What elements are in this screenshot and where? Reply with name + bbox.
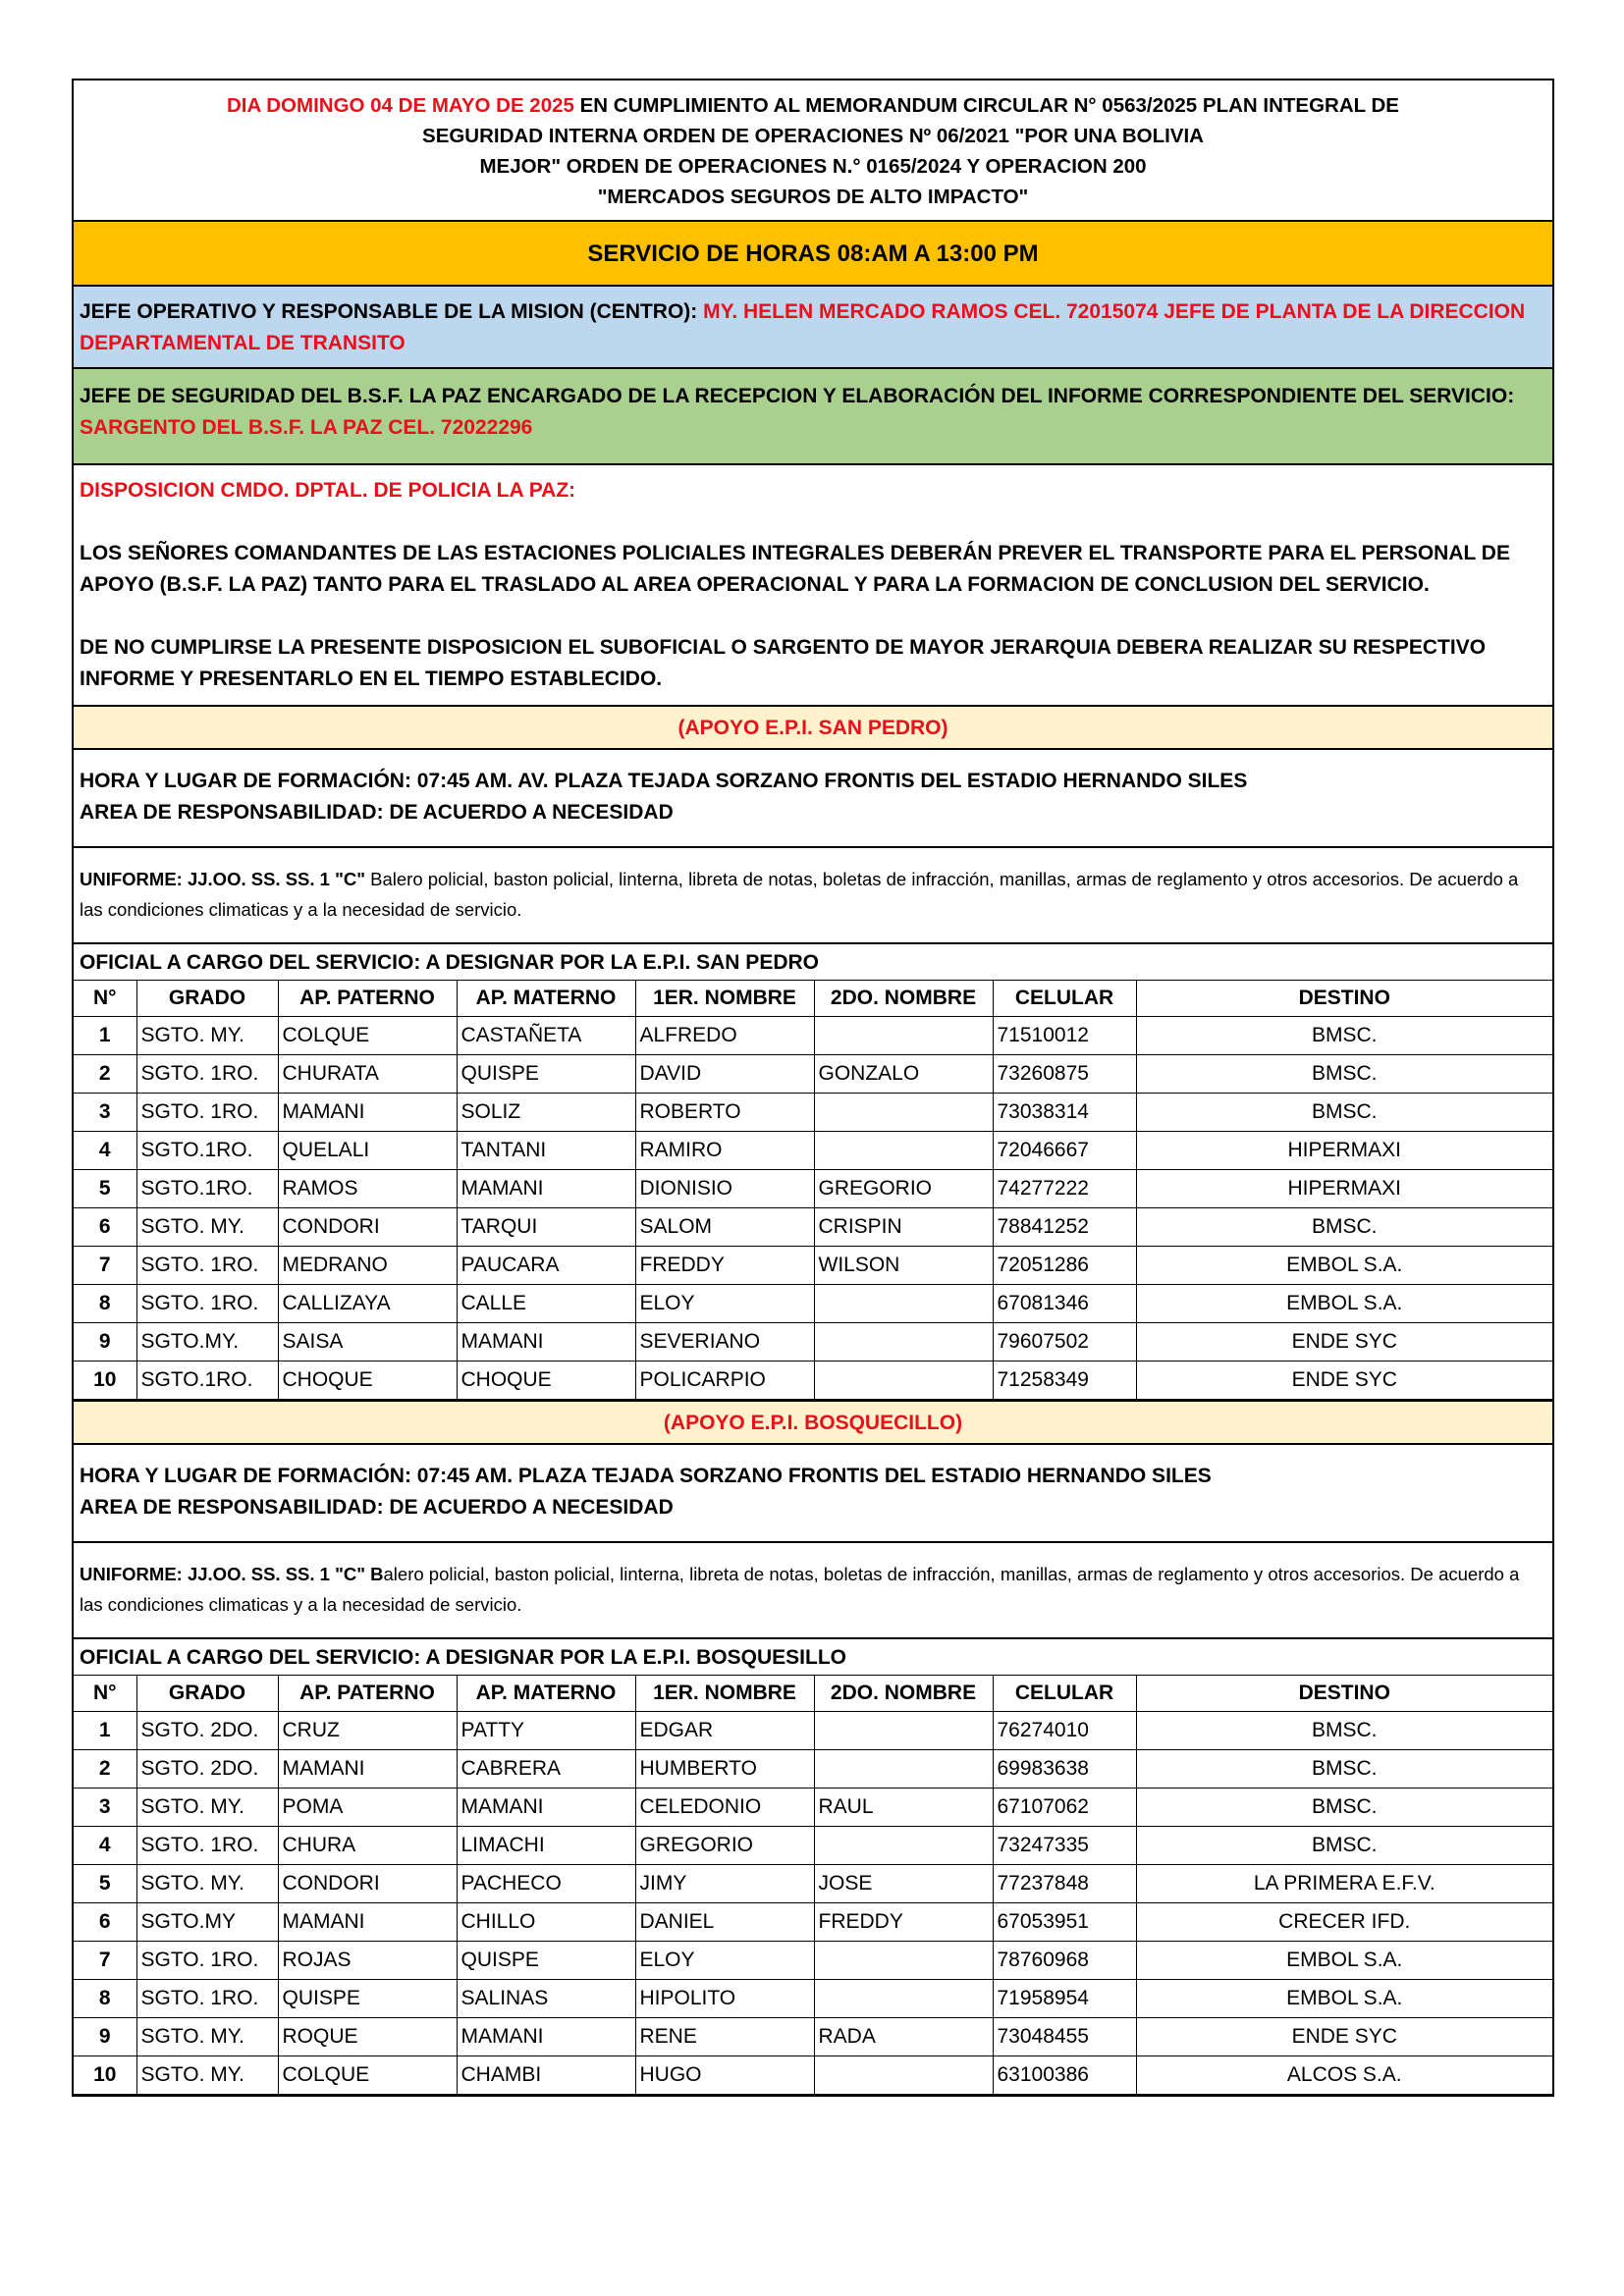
cell-primer-nombre: FREDDY	[635, 1247, 814, 1285]
cell-ap-materno: TARQUI	[457, 1208, 635, 1247]
cell-ap-materno: CABRERA	[457, 1750, 635, 1789]
cell-ap-paterno: MEDRANO	[278, 1247, 457, 1285]
cell-grado: SGTO.1RO.	[136, 1132, 278, 1170]
uniform-text: Balero policial, baston policial, linterna, libreta de notas, boletas de infracción, manillas, armas de reglamento y otros accesorios. De acuerdo a las condiciones climaticas y a la necesidad de servicio.	[80, 869, 1519, 920]
responsibility-area: AREA DE RESPONSABILIDAD: DE ACUERDO A NECESIDAD	[80, 1496, 674, 1519]
cell-ap-paterno: ROJAS	[278, 1942, 457, 1980]
cell-segundo-nombre: CRISPIN	[814, 1208, 993, 1247]
table-row	[74, 1865, 1552, 1903]
cell-grado: SGTO. 2DO.	[136, 1750, 278, 1789]
table-row	[74, 1017, 1552, 1055]
cell-primer-nombre: GREGORIO	[635, 1827, 814, 1865]
jefe-operativo-value: MY. HELEN MERCADO RAMOS CEL. 72015074 JEFE DE PLANTA DE LA DIRECCION DEPARTAMENTAL DE TRANSITO	[80, 300, 1526, 354]
officer-in-charge: OFICIAL A CARGO DEL SERVICIO: A DESIGNAR POR LA E.P.I. SAN PEDRO	[72, 942, 1554, 980]
formation-info	[72, 748, 1554, 846]
cell-segundo-nombre	[814, 1980, 993, 2018]
cell-ap-paterno: CONDORI	[278, 1208, 457, 1247]
table-row	[74, 1712, 1552, 1750]
cell-destino: BMSC.	[1136, 1055, 1552, 1094]
cell-grado: SGTO. 1RO.	[136, 1942, 278, 1980]
cell-ap-paterno: CHOQUE	[278, 1362, 457, 1400]
cell-ap-paterno: MAMANI	[278, 1903, 457, 1942]
cell-destino: BMSC.	[1136, 1750, 1552, 1789]
cell-destino: ENDE SYC	[1136, 1323, 1552, 1362]
cell-grado: SGTO.MY.	[136, 1323, 278, 1362]
cell-destino: LA PRIMERA E.F.V.	[1136, 1865, 1552, 1903]
cell-primer-nombre: EDGAR	[635, 1712, 814, 1750]
responsibility-area: AREA DE RESPONSABILIDAD: DE ACUERDO A NECESIDAD	[80, 801, 674, 824]
cell-primer-nombre: SALOM	[635, 1208, 814, 1247]
document-page	[72, 79, 1554, 2097]
cell-number: 1	[74, 1017, 136, 1055]
cell-number: 6	[74, 1208, 136, 1247]
table-row	[74, 1055, 1552, 1094]
cell-destino: BMSC.	[1136, 1827, 1552, 1865]
cell-ap-materno: QUISPE	[457, 1942, 635, 1980]
cell-ap-paterno: CHURA	[278, 1827, 457, 1865]
table-row	[74, 1827, 1552, 1865]
cell-grado: SGTO. 1RO.	[136, 1285, 278, 1323]
cell-ap-paterno: QUELALI	[278, 1132, 457, 1170]
cell-celular: 73247335	[993, 1827, 1136, 1865]
jefe-operativo-label: JEFE OPERATIVO Y RESPONSABLE DE LA MISION (CENTRO):	[80, 300, 704, 323]
cell-ap-paterno: ROQUE	[278, 2018, 457, 2056]
col-header-ap-paterno: AP. PATERNO	[278, 1676, 457, 1712]
cell-number: 7	[74, 1942, 136, 1980]
cell-celular: 72046667	[993, 1132, 1136, 1170]
cell-ap-paterno: MAMANI	[278, 1094, 457, 1132]
col-header-celular: CELULAR	[993, 1676, 1136, 1712]
cell-ap-paterno: SAISA	[278, 1323, 457, 1362]
cell-destino: ENDE SYC	[1136, 2018, 1552, 2056]
cell-grado: SGTO. 1RO.	[136, 1980, 278, 2018]
cell-number: 5	[74, 1170, 136, 1208]
table-row	[74, 1285, 1552, 1323]
col-header-destino: DESTINO	[1136, 1676, 1552, 1712]
officer-in-charge: OFICIAL A CARGO DEL SERVICIO: A DESIGNAR POR LA E.P.I. BOSQUESILLO	[72, 1637, 1554, 1675]
cell-segundo-nombre: JOSE	[814, 1865, 993, 1903]
cell-segundo-nombre	[814, 1942, 993, 1980]
cell-number: 8	[74, 1980, 136, 2018]
cell-destino: CRECER IFD.	[1136, 1903, 1552, 1942]
cell-number: 2	[74, 1750, 136, 1789]
disposicion-paragraph-1: LOS SEÑORES COMANDANTES DE LAS ESTACIONES POLICIALES INTEGRALES DEBERÁN PREVER EL TRANSPORTE PARA EL PERSONAL DE APOYO (B.S.F. LA PAZ) TANTO PARA EL TRASLADO AL AREA OPERACIONAL Y PARA LA FORMACION DE CONCLUSION DEL SERVICIO.	[80, 542, 1510, 596]
cell-number: 2	[74, 1055, 136, 1094]
cell-primer-nombre: HUMBERTO	[635, 1750, 814, 1789]
col-header-segundo-nombre: 2DO. NOMBRE	[814, 981, 993, 1017]
cell-grado: SGTO. 1RO.	[136, 1094, 278, 1132]
personnel-table-wrapper	[72, 980, 1554, 1400]
cell-destino: HIPERMAXI	[1136, 1132, 1552, 1170]
personnel-table	[74, 1675, 1552, 2095]
cell-number: 8	[74, 1285, 136, 1323]
table-row	[74, 2018, 1552, 2056]
cell-segundo-nombre	[814, 1094, 993, 1132]
cell-celular: 74277222	[993, 1170, 1136, 1208]
cell-ap-materno: MAMANI	[457, 1170, 635, 1208]
cell-segundo-nombre: RADA	[814, 2018, 993, 2056]
cell-number: 5	[74, 1865, 136, 1903]
cell-segundo-nombre	[814, 1285, 993, 1323]
table-row	[74, 1170, 1552, 1208]
cell-celular: 79607502	[993, 1323, 1136, 1362]
header-line2: SEGURIDAD INTERNA ORDEN DE OPERACIONES Nº 06/2021 "POR UNA BOLIVIA	[422, 125, 1204, 147]
cell-destino: ALCOS S.A.	[1136, 2056, 1552, 2095]
cell-destino: BMSC.	[1136, 1017, 1552, 1055]
personnel-table-wrapper	[72, 1675, 1554, 2097]
uniform-label: UNIFORME: JJ.OO. SS. SS. 1 "C"	[80, 869, 371, 889]
apoyo-section-title: (APOYO E.P.I. SAN PEDRO)	[72, 705, 1554, 748]
cell-segundo-nombre: WILSON	[814, 1247, 993, 1285]
disposicion-title: DISPOSICION CMDO. DPTAL. DE POLICIA LA PAZ:	[80, 479, 576, 502]
uniform-info	[72, 1541, 1554, 1637]
col-header-ap-paterno: AP. PATERNO	[278, 981, 457, 1017]
header-line4: "MERCADOS SEGUROS DE ALTO IMPACTO"	[597, 186, 1029, 208]
cell-destino: BMSC.	[1136, 1789, 1552, 1827]
cell-grado: SGTO. 1RO.	[136, 1827, 278, 1865]
service-hours-banner: SERVICIO DE HORAS 08:AM A 13:00 PM	[72, 220, 1554, 285]
table-row	[74, 1132, 1552, 1170]
cell-segundo-nombre	[814, 1362, 993, 1400]
cell-destino: EMBOL S.A.	[1136, 1980, 1552, 2018]
col-header-segundo-nombre: 2DO. NOMBRE	[814, 1676, 993, 1712]
jefe-seguridad-value: SARGENTO DEL B.S.F. LA PAZ CEL. 72022296	[80, 416, 533, 439]
cell-ap-paterno: CALLIZAYA	[278, 1285, 457, 1323]
cell-grado: SGTO. MY.	[136, 2056, 278, 2095]
cell-primer-nombre: HIPOLITO	[635, 1980, 814, 2018]
col-header-number: N°	[74, 981, 136, 1017]
cell-grado: SGTO. MY.	[136, 1208, 278, 1247]
cell-grado: SGTO. MY.	[136, 1017, 278, 1055]
cell-celular: 76274010	[993, 1712, 1136, 1750]
cell-ap-paterno: COLQUE	[278, 1017, 457, 1055]
apoyo-section-title: (APOYO E.P.I. BOSQUECILLO)	[72, 1400, 1554, 1443]
document-header	[72, 79, 1554, 220]
cell-primer-nombre: DAVID	[635, 1055, 814, 1094]
cell-grado: SGTO.1RO.	[136, 1362, 278, 1400]
jefe-operativo-row	[72, 285, 1554, 367]
cell-primer-nombre: DANIEL	[635, 1903, 814, 1942]
cell-ap-materno: CHILLO	[457, 1903, 635, 1942]
cell-grado: SGTO.1RO.	[136, 1170, 278, 1208]
cell-destino: BMSC.	[1136, 1208, 1552, 1247]
cell-primer-nombre: POLICARPIO	[635, 1362, 814, 1400]
cell-number: 1	[74, 1712, 136, 1750]
header-line3: MEJOR" ORDEN DE OPERACIONES N.° 0165/2024 Y OPERACION 200	[479, 155, 1147, 178]
col-header-primer-nombre: 1ER. NOMBRE	[635, 1676, 814, 1712]
cell-celular: 78841252	[993, 1208, 1136, 1247]
cell-number: 10	[74, 2056, 136, 2095]
col-header-celular: CELULAR	[993, 981, 1136, 1017]
cell-grado: SGTO. 2DO.	[136, 1712, 278, 1750]
jefe-seguridad-label: JEFE DE SEGURIDAD DEL B.S.F. LA PAZ ENCARGADO DE LA RECEPCION Y ELABORACIÓN DEL INFORME CORRESPONDIENTE DEL SERVICIO:	[80, 385, 1515, 407]
cell-primer-nombre: RENE	[635, 2018, 814, 2056]
cell-destino: BMSC.	[1136, 1712, 1552, 1750]
col-header-primer-nombre: 1ER. NOMBRE	[635, 981, 814, 1017]
cell-ap-materno: PACHECO	[457, 1865, 635, 1903]
cell-destino: EMBOL S.A.	[1136, 1247, 1552, 1285]
cell-ap-materno: CHAMBI	[457, 2056, 635, 2095]
cell-ap-materno: SALINAS	[457, 1980, 635, 2018]
cell-grado: SGTO. MY.	[136, 1789, 278, 1827]
cell-celular: 71958954	[993, 1980, 1136, 2018]
cell-ap-materno: CALLE	[457, 1285, 635, 1323]
table-row	[74, 1903, 1552, 1942]
personnel-table	[74, 980, 1552, 1400]
cell-celular: 63100386	[993, 2056, 1136, 2095]
cell-primer-nombre: ELOY	[635, 1942, 814, 1980]
cell-ap-materno: SOLIZ	[457, 1094, 635, 1132]
cell-number: 3	[74, 1094, 136, 1132]
col-header-destino: DESTINO	[1136, 981, 1552, 1017]
table-row	[74, 1208, 1552, 1247]
cell-ap-materno: LIMACHI	[457, 1827, 635, 1865]
uniform-label: UNIFORME: JJ.OO. SS. SS. 1 "C" B	[80, 1564, 384, 1584]
cell-ap-paterno: CONDORI	[278, 1865, 457, 1903]
header-line1: EN CUMPLIMIENTO AL MEMORANDUM CIRCULAR N° 0563/2025 PLAN INTEGRAL DE	[573, 94, 1399, 117]
cell-celular: 72051286	[993, 1247, 1136, 1285]
cell-primer-nombre: DIONISIO	[635, 1170, 814, 1208]
cell-number: 9	[74, 2018, 136, 2056]
cell-celular: 69983638	[993, 1750, 1136, 1789]
table-header-row	[74, 981, 1552, 1017]
cell-segundo-nombre: GONZALO	[814, 1055, 993, 1094]
cell-grado: SGTO. 1RO.	[136, 1055, 278, 1094]
cell-celular: 73048455	[993, 2018, 1136, 2056]
cell-primer-nombre: ROBERTO	[635, 1094, 814, 1132]
cell-destino: EMBOL S.A.	[1136, 1942, 1552, 1980]
cell-celular: 67053951	[993, 1903, 1136, 1942]
col-header-number: N°	[74, 1676, 136, 1712]
cell-number: 10	[74, 1362, 136, 1400]
cell-number: 4	[74, 1827, 136, 1865]
cell-ap-materno: MAMANI	[457, 1789, 635, 1827]
cell-ap-materno: PAUCARA	[457, 1247, 635, 1285]
cell-primer-nombre: JIMY	[635, 1865, 814, 1903]
cell-segundo-nombre	[814, 1750, 993, 1789]
cell-ap-paterno: COLQUE	[278, 2056, 457, 2095]
table-row	[74, 1323, 1552, 1362]
table-row	[74, 1247, 1552, 1285]
cell-primer-nombre: CELEDONIO	[635, 1789, 814, 1827]
cell-segundo-nombre	[814, 1132, 993, 1170]
cell-destino: BMSC.	[1136, 1094, 1552, 1132]
table-row	[74, 1094, 1552, 1132]
cell-grado: SGTO. MY.	[136, 2018, 278, 2056]
disposicion-block	[72, 463, 1554, 705]
cell-segundo-nombre: GREGORIO	[814, 1170, 993, 1208]
table-row	[74, 1789, 1552, 1827]
cell-grado: SGTO. 1RO.	[136, 1247, 278, 1285]
cell-segundo-nombre	[814, 2056, 993, 2095]
cell-ap-materno: CASTAÑETA	[457, 1017, 635, 1055]
cell-segundo-nombre: RAUL	[814, 1789, 993, 1827]
table-row	[74, 1942, 1552, 1980]
cell-primer-nombre: HUGO	[635, 2056, 814, 2095]
cell-grado: SGTO.MY	[136, 1903, 278, 1942]
cell-celular: 73038314	[993, 1094, 1136, 1132]
cell-number: 7	[74, 1247, 136, 1285]
table-row	[74, 1750, 1552, 1789]
cell-ap-materno: CHOQUE	[457, 1362, 635, 1400]
col-header-grado: GRADO	[136, 1676, 278, 1712]
formation-info	[72, 1443, 1554, 1541]
table-header-row	[74, 1676, 1552, 1712]
uniform-text: alero policial, baston policial, linterna, libreta de notas, boletas de infracción, manillas, armas de reglamento y otros accesorios. De acuerdo a las condiciones climaticas y a la necesidad de servicio.	[80, 1564, 1520, 1615]
cell-primer-nombre: SEVERIANO	[635, 1323, 814, 1362]
cell-celular: 71510012	[993, 1017, 1136, 1055]
cell-ap-paterno: QUISPE	[278, 1980, 457, 2018]
cell-ap-paterno: POMA	[278, 1789, 457, 1827]
cell-destino: ENDE SYC	[1136, 1362, 1552, 1400]
cell-number: 4	[74, 1132, 136, 1170]
formation-time-place: HORA Y LUGAR DE FORMACIÓN: 07:45 AM. AV. PLAZA TEJADA SORZANO FRONTIS DEL ESTADIO HERNANDO SILES	[80, 770, 1248, 792]
cell-celular: 78760968	[993, 1942, 1136, 1980]
cell-celular: 67107062	[993, 1789, 1136, 1827]
cell-ap-paterno: CRUZ	[278, 1712, 457, 1750]
table-row	[74, 1980, 1552, 2018]
header-date: DIA DOMINGO 04 DE MAYO DE 2025	[227, 94, 574, 117]
cell-ap-materno: PATTY	[457, 1712, 635, 1750]
cell-celular: 77237848	[993, 1865, 1136, 1903]
cell-segundo-nombre	[814, 1712, 993, 1750]
cell-segundo-nombre: FREDDY	[814, 1903, 993, 1942]
cell-ap-paterno: CHURATA	[278, 1055, 457, 1094]
formation-time-place: HORA Y LUGAR DE FORMACIÓN: 07:45 AM. PLAZA TEJADA SORZANO FRONTIS DEL ESTADIO HERNANDO SILES	[80, 1465, 1212, 1487]
cell-ap-materno: MAMANI	[457, 2018, 635, 2056]
cell-number: 3	[74, 1789, 136, 1827]
cell-destino: EMBOL S.A.	[1136, 1285, 1552, 1323]
cell-number: 9	[74, 1323, 136, 1362]
col-header-ap-materno: AP. MATERNO	[457, 981, 635, 1017]
cell-ap-materno: QUISPE	[457, 1055, 635, 1094]
cell-primer-nombre: ALFREDO	[635, 1017, 814, 1055]
cell-ap-paterno: RAMOS	[278, 1170, 457, 1208]
cell-segundo-nombre	[814, 1827, 993, 1865]
col-header-grado: GRADO	[136, 981, 278, 1017]
cell-segundo-nombre	[814, 1323, 993, 1362]
uniform-info	[72, 846, 1554, 942]
cell-primer-nombre: RAMIRO	[635, 1132, 814, 1170]
cell-celular: 67081346	[993, 1285, 1136, 1323]
table-row	[74, 1362, 1552, 1400]
jefe-seguridad-row	[72, 367, 1554, 463]
cell-number: 6	[74, 1903, 136, 1942]
cell-grado: SGTO. MY.	[136, 1865, 278, 1903]
col-header-ap-materno: AP. MATERNO	[457, 1676, 635, 1712]
cell-destino: HIPERMAXI	[1136, 1170, 1552, 1208]
cell-ap-materno: MAMANI	[457, 1323, 635, 1362]
table-row	[74, 2056, 1552, 2095]
cell-celular: 73260875	[993, 1055, 1136, 1094]
cell-ap-paterno: MAMANI	[278, 1750, 457, 1789]
cell-primer-nombre: ELOY	[635, 1285, 814, 1323]
disposicion-paragraph-2: DE NO CUMPLIRSE LA PRESENTE DISPOSICION EL SUBOFICIAL O SARGENTO DE MAYOR JERARQUIA DEBERA REALIZAR SU RESPECTIVO INFORME Y PRESENTARLO EN EL TIEMPO ESTABLECIDO.	[80, 636, 1487, 690]
cell-segundo-nombre	[814, 1017, 993, 1055]
cell-celular: 71258349	[993, 1362, 1136, 1400]
cell-ap-materno: TANTANI	[457, 1132, 635, 1170]
